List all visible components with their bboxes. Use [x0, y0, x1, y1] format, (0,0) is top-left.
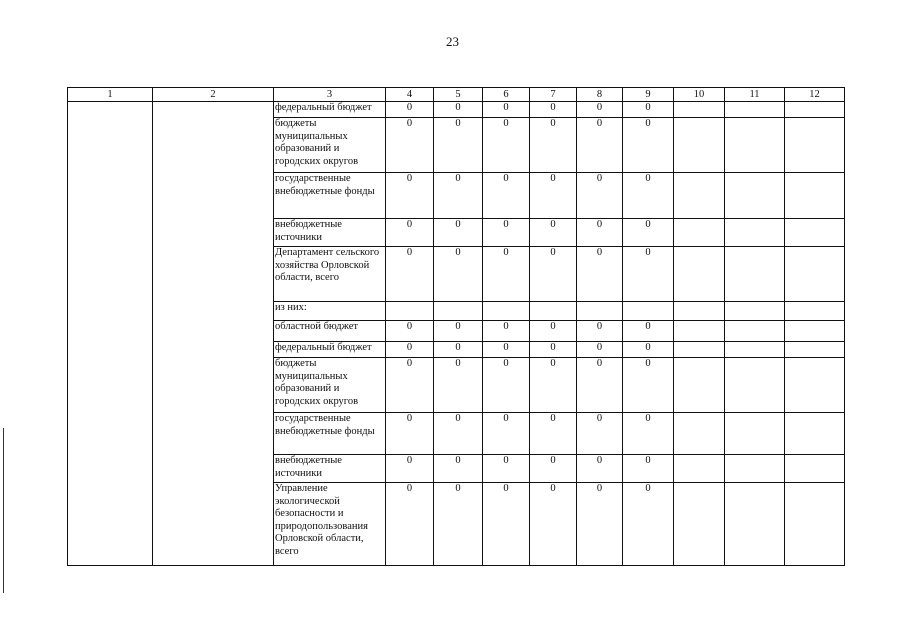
value-cell: [386, 302, 434, 321]
value-cell: 0: [434, 219, 483, 247]
empty-cell: [674, 455, 725, 483]
value-cell: 0: [483, 321, 530, 342]
value-cell: [483, 302, 530, 321]
column-header: 2: [153, 88, 274, 102]
value-cell: 0: [530, 483, 577, 566]
value-cell: 0: [530, 321, 577, 342]
empty-cell: [674, 247, 725, 302]
empty-cell: [785, 358, 845, 413]
empty-cell: [725, 302, 785, 321]
value-cell: 0: [434, 321, 483, 342]
column-header: 3: [274, 88, 386, 102]
value-cell: 0: [386, 342, 434, 358]
value-cell: 0: [434, 342, 483, 358]
value-cell: 0: [386, 118, 434, 173]
empty-cell: [674, 321, 725, 342]
value-cell: 0: [483, 358, 530, 413]
value-cell: 0: [434, 455, 483, 483]
value-cell: 0: [483, 342, 530, 358]
column-header: 1: [68, 88, 153, 102]
empty-cell: [785, 173, 845, 219]
value-cell: 0: [577, 358, 623, 413]
value-cell: 0: [577, 219, 623, 247]
value-cell: 0: [577, 118, 623, 173]
value-cell: 0: [623, 219, 674, 247]
empty-cell: [725, 483, 785, 566]
row-label: внебюджетные источники: [274, 455, 386, 483]
value-cell: 0: [386, 321, 434, 342]
value-cell: 0: [386, 173, 434, 219]
value-cell: 0: [577, 102, 623, 118]
value-cell: 0: [577, 247, 623, 302]
value-cell: 0: [483, 219, 530, 247]
value-cell: [434, 302, 483, 321]
value-cell: 0: [577, 455, 623, 483]
column-header: 7: [530, 88, 577, 102]
value-cell: 0: [386, 358, 434, 413]
value-cell: 0: [530, 102, 577, 118]
empty-cell: [785, 413, 845, 455]
column-header: 12: [785, 88, 845, 102]
value-cell: 0: [530, 413, 577, 455]
row-label: бюджеты муниципальных образований и городских округов: [274, 358, 386, 413]
row-label: из них:: [274, 302, 386, 321]
empty-cell: [785, 483, 845, 566]
value-cell: 0: [530, 219, 577, 247]
empty-cell: [674, 302, 725, 321]
value-cell: 0: [386, 483, 434, 566]
value-cell: 0: [623, 342, 674, 358]
empty-cell: [725, 118, 785, 173]
row-label: областной бюджет: [274, 321, 386, 342]
empty-cell: [674, 102, 725, 118]
empty-cell: [725, 173, 785, 219]
page-number: 23: [446, 34, 459, 49]
row-label: бюджеты муниципальных образований и городских округов: [274, 118, 386, 173]
value-cell: 0: [577, 173, 623, 219]
value-cell: 0: [623, 247, 674, 302]
column-header: 6: [483, 88, 530, 102]
value-cell: 0: [434, 483, 483, 566]
value-cell: 0: [434, 118, 483, 173]
empty-cell: [785, 342, 845, 358]
value-cell: 0: [434, 247, 483, 302]
empty-cell: [725, 358, 785, 413]
value-cell: 0: [623, 118, 674, 173]
empty-cell: [725, 342, 785, 358]
value-cell: 0: [386, 102, 434, 118]
value-cell: 0: [623, 483, 674, 566]
value-cell: [530, 302, 577, 321]
empty-cell: [674, 342, 725, 358]
value-cell: 0: [577, 483, 623, 566]
empty-cell: [725, 321, 785, 342]
row-label: государственные внебюджетные фонды: [274, 413, 386, 455]
value-cell: 0: [530, 358, 577, 413]
empty-cell: [725, 455, 785, 483]
value-cell: 0: [483, 483, 530, 566]
budget-table: [67, 87, 845, 566]
value-cell: 0: [530, 173, 577, 219]
value-cell: 0: [483, 102, 530, 118]
value-cell: 0: [623, 321, 674, 342]
value-cell: 0: [434, 102, 483, 118]
column-2-cell: [153, 102, 274, 566]
value-cell: 0: [530, 455, 577, 483]
value-cell: 0: [483, 173, 530, 219]
value-cell: 0: [483, 118, 530, 173]
empty-cell: [725, 102, 785, 118]
column-header: 9: [623, 88, 674, 102]
value-cell: 0: [483, 247, 530, 302]
row-label: Управление экологической безопасности и природопользования Орловской области, всего: [274, 483, 386, 566]
empty-cell: [674, 358, 725, 413]
column-header: 10: [674, 88, 725, 102]
empty-cell: [674, 118, 725, 173]
column-1-cell: [68, 102, 153, 566]
row-label: государственные внебюджетные фонды: [274, 173, 386, 219]
scan-edge-line: [3, 428, 4, 593]
column-header: 4: [386, 88, 434, 102]
header-row: [68, 88, 845, 102]
value-cell: 0: [623, 173, 674, 219]
empty-cell: [725, 219, 785, 247]
value-cell: 0: [577, 321, 623, 342]
row-label: Департамент сельского хозяйства Орловской области, всего: [274, 247, 386, 302]
value-cell: [623, 302, 674, 321]
value-cell: 0: [434, 358, 483, 413]
value-cell: [577, 302, 623, 321]
empty-cell: [674, 173, 725, 219]
empty-cell: [785, 302, 845, 321]
value-cell: 0: [623, 358, 674, 413]
value-cell: 0: [386, 413, 434, 455]
column-header: 5: [434, 88, 483, 102]
empty-cell: [785, 102, 845, 118]
empty-cell: [674, 413, 725, 455]
value-cell: 0: [530, 342, 577, 358]
value-cell: 0: [386, 247, 434, 302]
value-cell: 0: [530, 118, 577, 173]
value-cell: 0: [577, 413, 623, 455]
value-cell: 0: [483, 455, 530, 483]
value-cell: 0: [434, 173, 483, 219]
value-cell: 0: [386, 219, 434, 247]
value-cell: 0: [530, 247, 577, 302]
value-cell: 0: [623, 102, 674, 118]
column-header: 11: [725, 88, 785, 102]
value-cell: 0: [434, 413, 483, 455]
empty-cell: [785, 118, 845, 173]
empty-cell: [785, 219, 845, 247]
value-cell: 0: [483, 413, 530, 455]
row-label: внебюджетные источники: [274, 219, 386, 247]
value-cell: 0: [623, 455, 674, 483]
empty-cell: [674, 219, 725, 247]
empty-cell: [674, 483, 725, 566]
value-cell: 0: [386, 455, 434, 483]
empty-cell: [785, 247, 845, 302]
table-row: [68, 102, 845, 118]
value-cell: 0: [623, 413, 674, 455]
empty-cell: [725, 247, 785, 302]
empty-cell: [785, 455, 845, 483]
row-label: федеральный бюджет: [274, 342, 386, 358]
empty-cell: [725, 413, 785, 455]
empty-cell: [785, 321, 845, 342]
column-header: 8: [577, 88, 623, 102]
value-cell: 0: [577, 342, 623, 358]
row-label: федеральный бюджет: [274, 102, 386, 118]
